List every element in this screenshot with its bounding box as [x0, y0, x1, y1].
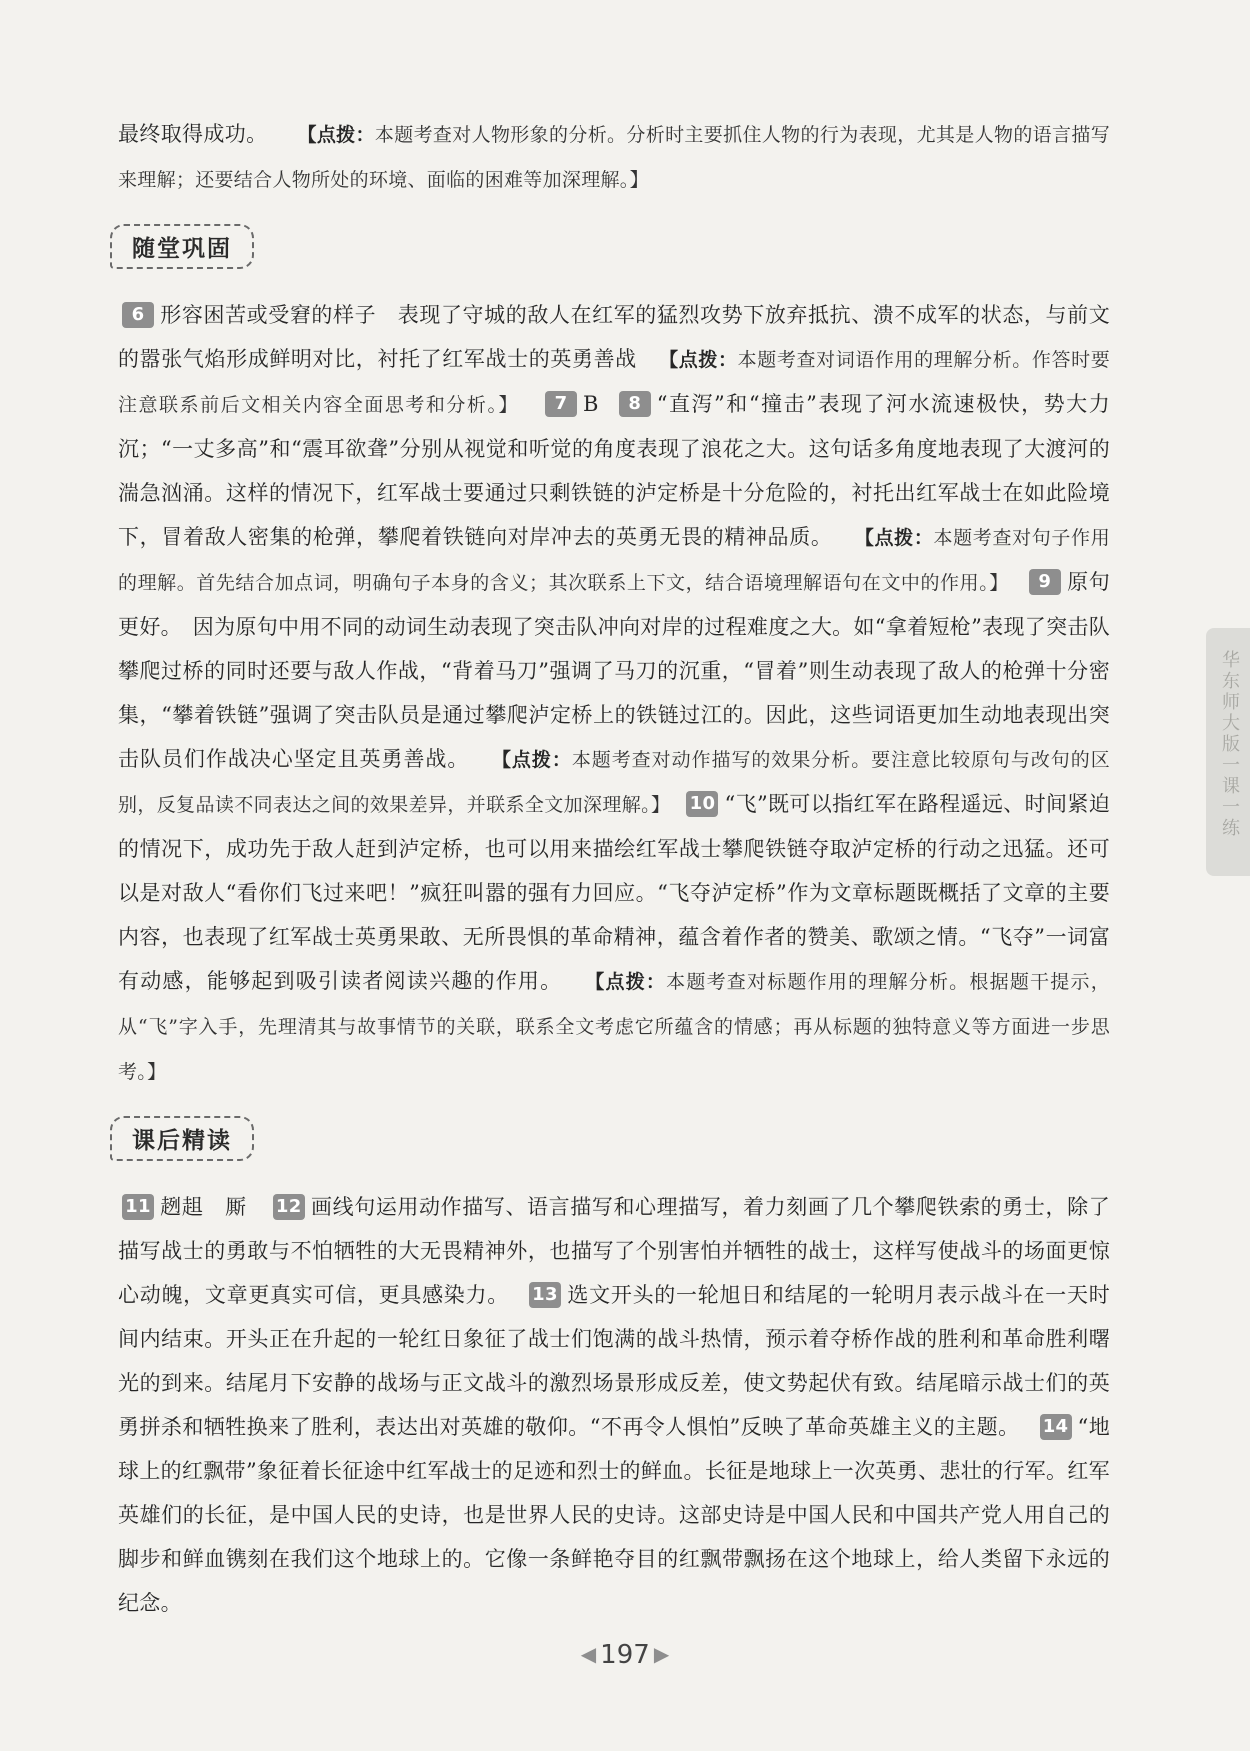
left-triangle-icon: ◀ — [580, 1642, 597, 1666]
intro-paragraph — [118, 112, 1110, 202]
intro-text: 最终取得成功。 — [118, 122, 268, 146]
page-number-block — [0, 1640, 1250, 1670]
side-tab — [1206, 628, 1250, 876]
section-title-classroom: 随堂巩固 — [110, 224, 254, 269]
answer-8: “直泻”和“撞击”表现了河水流速极快，势大力沉；“一丈多高”和“震耳欲聋”分别从视觉和听觉的角度表现了浪花之大。这句话多角度地表现了大渡河的湍急汹涌。这样的情况下，红军战士要通过只剩铁链的泸定桥是十分危险的，衬托出红军战士在如此险境下，冒着敌人密集的枪弹，攀爬着铁链向对岸冲去的英勇无畏的精神品质。 — [118, 392, 1110, 549]
question-number-6: 6 — [122, 302, 154, 328]
intro-hint: 本题考查对人物形象的分析。分析时主要抓住人物的行为表现，尤其是人物的语言描写来理解；还要结合人物所处的环境、面临的困难等加深理解。】 — [118, 124, 1110, 191]
answer-14: “地球上的红飘带”象征着长征途中红军战士的足迹和烈士的鲜血。长征是地球上一次英勇、悲壮的行军。红军英雄们的长征，是中国人民的史诗，也是世界人民的史诗。这部史诗是中国人民和中国共产党人用自己的脚步和鲜血镌刻在我们这个地球上的。它像一条鲜艳夺目的红飘带飘扬在这个地球上，给人类留下永远的纪念。 — [118, 1415, 1110, 1615]
hint-10: 本题考查对标题作用的理解分析。根据题干提示，从“飞”字入手，先理清其与故事情节的关联，联系全文考虑它所蕴含的情感；再从标题的独特意义等方面进一步思考。】 — [118, 971, 1111, 1083]
question-number-7: 7 — [545, 391, 577, 417]
answer-6: 形容困苦或受窘的样子 表现了守城的敌人在红军的猛烈攻势下放弃抵抗、溃不成军的状态，与前文的嚣张气焰形成鲜明对比，衬托了红军战士的英勇善战 — [118, 303, 1110, 371]
section-classroom-answers — [118, 293, 1110, 1094]
right-triangle-icon: ▶ — [653, 1642, 670, 1666]
hint-6: 本题考查对词语作用的理解分析。作答时要注意联系前后文相关内容全面思考和分析。】 — [118, 349, 1111, 416]
answer-10: “飞”既可以指红军在路程遥远、时间紧迫的情况下，成功先于敌人赶到泸定桥，也可以用来描绘红军战士攀爬铁链夺取泸定桥的行动之迅猛。还可以是对敌人“看你们飞过来吧！”疯狂叫嚣的强有力回应。“飞夺泸定桥”作为文章标题既概括了文章的主要内容，也表现了红军战士英勇果敢、无所畏惧的革命精神，蕴含着作者的赞美、歌颂之情。“飞夺”一词富有动感，能够起到吸引读者阅读兴趣的作用。 — [118, 792, 1111, 993]
hint-label-6: 【点拨： — [658, 349, 738, 371]
hint-9: 本题考查对动作描写的效果分析。要注意比较原句与改句的区别，反复品读不同表达之间的效果差异，并联系全文加深理解。】 — [118, 749, 1110, 816]
page-number: 197 — [600, 1640, 650, 1670]
question-number-10: 10 — [686, 791, 718, 817]
answer-11: 趔趄 厮 — [160, 1195, 247, 1219]
section-title-after-class: 课后精读 — [110, 1116, 254, 1161]
question-number-12: 12 — [273, 1194, 305, 1220]
answer-7: B — [583, 392, 599, 416]
side-tab-text: 华东师大版一课一练 — [1219, 650, 1240, 839]
question-number-14: 14 — [1040, 1414, 1072, 1440]
intro-hint-label: 【点拨： — [297, 124, 375, 146]
question-number-13: 13 — [529, 1282, 561, 1308]
hint-label-9: 【点拨： — [491, 749, 572, 771]
question-number-11: 11 — [122, 1194, 154, 1220]
section-after-class-answers — [118, 1185, 1110, 1625]
hint-label-10: 【点拨： — [584, 971, 667, 993]
answer-content — [118, 112, 1110, 1625]
question-number-9: 9 — [1029, 569, 1061, 595]
hint-label-8: 【点拨： — [854, 527, 934, 549]
question-number-8: 8 — [619, 391, 651, 417]
hint-8: 本题考查对句子作用的理解。首先结合加点词，明确句子本身的含义；其次联系上下文，结合语境理解语句在文中的作用。】 — [118, 527, 1111, 594]
answer-9: 原句更好。 因为原句中用不同的动词生动表现了突击队冲向对岸的过程难度之大。如“拿着短枪”表现了突击队攀爬过桥的同时还要与敌人作战，“背着马刀”强调了马刀的沉重，“冒着”则生动表现了敌人的枪弹十分密集，“攀着铁链”强调了突击队员是通过攀爬泸定桥上的铁链过江的。因此，这些词语更加生动地表现出突击队员们作战决心坚定且英勇善战。 — [118, 570, 1110, 771]
answer-13: 选文开头的一轮旭日和结尾的一轮明月表示战斗在一天时间内结束。开头正在升起的一轮红日象征了战士们饱满的战斗热情，预示着夺桥作战的胜利和革命胜利曙光的到来。结尾月下安静的战场与正文战斗的激烈场景形成反差，使文势起伏有致。结尾暗示战士们的英勇拼杀和牺牲换来了胜利，表达出对英雄的敬仰。“不再令人惧怕”反映了革命英雄主义的主题。 — [118, 1283, 1111, 1439]
answer-12: 画线句运用动作描写、语言描写和心理描写，着力刻画了几个攀爬铁索的勇士，除了描写战士的勇敢与不怕牺牲的大无畏精神外，也描写了个别害怕并牺牲的战士，这样写使战斗的场面更惊心动魄，文章更真实可信，更具感染力。 — [118, 1195, 1110, 1307]
